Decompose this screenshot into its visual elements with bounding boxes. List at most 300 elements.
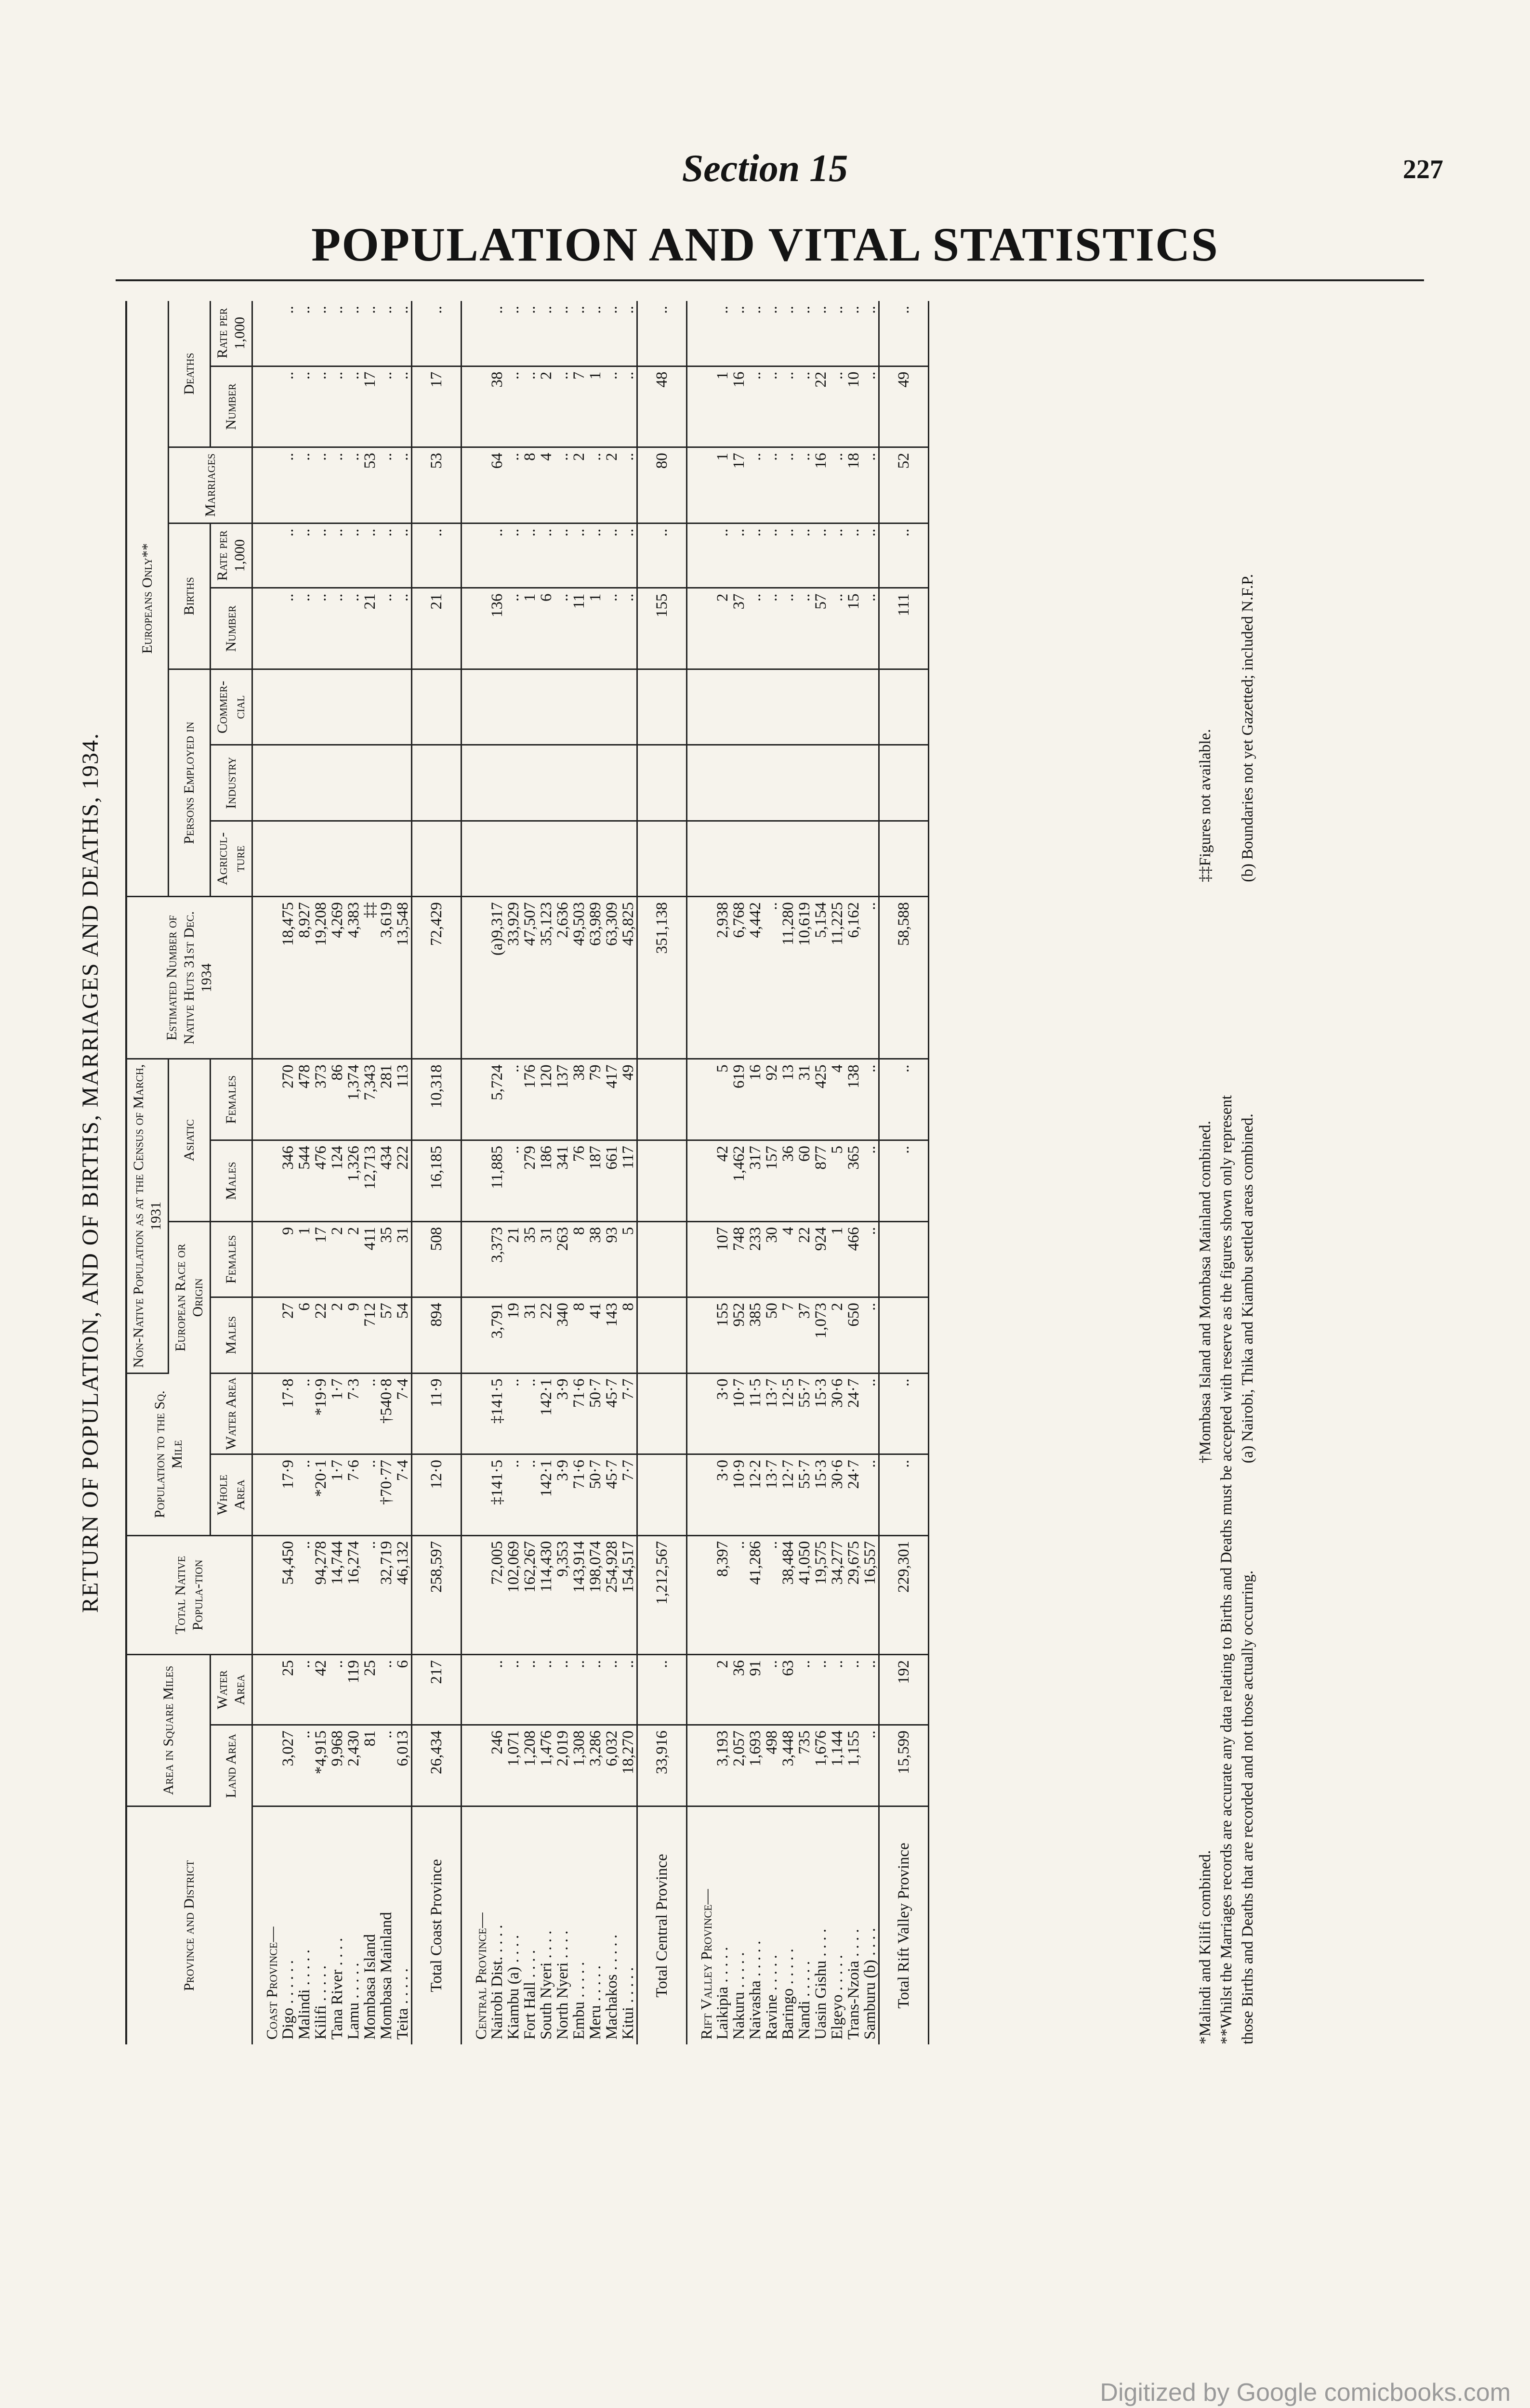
table-cell xyxy=(252,669,280,745)
table-cell: .. xyxy=(412,301,462,366)
table-cell: 33,929 xyxy=(505,897,522,1059)
table-cell: ‡141·5 xyxy=(489,1454,505,1536)
table-cell: .. xyxy=(764,366,780,447)
table-cell xyxy=(412,821,462,896)
table-cell: 14,744 xyxy=(329,1535,345,1654)
table-cell: 365 xyxy=(845,1140,862,1222)
table-cell: ‡141·5 xyxy=(489,1373,505,1454)
district-name: Mombasa Island xyxy=(361,1934,379,2040)
table-cell: 16 xyxy=(747,1059,764,1140)
table-cell: 22 xyxy=(538,1297,554,1373)
table-cell: .. xyxy=(879,301,929,366)
table-cell xyxy=(252,1725,280,1806)
table-cell: .. xyxy=(280,588,296,669)
table-cell xyxy=(489,821,505,896)
table-cell xyxy=(505,669,522,745)
table-cell xyxy=(462,897,489,1059)
table-cell: .. xyxy=(554,1655,571,1725)
table-cell: 748 xyxy=(731,1221,747,1297)
table-cell: .. xyxy=(329,1655,345,1725)
title-rule xyxy=(116,279,1424,281)
table-cell xyxy=(362,745,378,821)
table-cell: 11,885 xyxy=(489,1140,505,1222)
table-cell: .. xyxy=(604,301,620,366)
table-cell xyxy=(637,821,687,896)
table-cell: 76 xyxy=(571,1140,587,1222)
district-name: Trans-Nzoia . . . . xyxy=(845,1929,862,2040)
table-cell: 7 xyxy=(571,366,587,447)
table-cell: 142·1 xyxy=(538,1454,554,1536)
table-cell: 55·7 xyxy=(796,1454,813,1536)
table-cell: .. xyxy=(862,301,879,366)
table-cell xyxy=(687,523,715,588)
footnotes xyxy=(1195,301,1258,2044)
header-european: European Race or Origin xyxy=(169,1221,211,1373)
table-cell: .. xyxy=(620,523,637,588)
table-cell: .. xyxy=(587,301,604,366)
table-cell: .. xyxy=(522,301,538,366)
table-row xyxy=(796,301,813,2044)
table-cell: .. xyxy=(378,447,395,523)
table-cell: .. xyxy=(296,1535,313,1654)
table-cell xyxy=(462,1454,489,1536)
table-cell: 186 xyxy=(538,1140,554,1222)
table-cell xyxy=(687,588,715,669)
table-cell: 30·6 xyxy=(829,1454,845,1536)
table-cell: .. xyxy=(637,523,687,588)
table-cell: 3,373 xyxy=(489,1221,505,1297)
table-cell: 49 xyxy=(620,1059,637,1140)
table-cell: 1 xyxy=(296,1221,313,1297)
table-cell xyxy=(879,745,929,821)
table-cell: 50·7 xyxy=(587,1454,604,1536)
table-cell xyxy=(731,669,747,745)
table-cell: 30 xyxy=(764,1221,780,1297)
table-cell: .. xyxy=(505,588,522,669)
table-cell: 157 xyxy=(764,1140,780,1222)
table-row xyxy=(313,301,329,2044)
table-cell: .. xyxy=(505,1655,522,1725)
table-cell: 476 xyxy=(313,1140,329,1222)
table-row xyxy=(395,301,412,2044)
header-agriculture: Agricul-ture xyxy=(211,821,252,896)
table-cell: .. xyxy=(829,523,845,588)
table-cell xyxy=(329,669,345,745)
header-area: Area in Square Miles xyxy=(126,1655,211,1806)
table-cell: .. xyxy=(829,447,845,523)
table-cell: 36 xyxy=(731,1655,747,1725)
table-row xyxy=(329,301,345,2044)
table-cell: 2 xyxy=(604,447,620,523)
table-cell: 31 xyxy=(522,1297,538,1373)
table-cell: 341 xyxy=(554,1140,571,1222)
table-cell xyxy=(538,745,554,821)
header-deaths-number: Number xyxy=(211,366,252,447)
table-cell: .. xyxy=(571,301,587,366)
table-cell: 8 xyxy=(571,1297,587,1373)
table-cell: 117 xyxy=(620,1140,637,1222)
province-heading-row xyxy=(687,301,715,2044)
table-cell: 3,193 xyxy=(714,1725,731,1806)
table-cell: .. xyxy=(637,301,687,366)
table-cell: .. xyxy=(345,447,362,523)
table-cell xyxy=(637,1059,687,1140)
table-cell: .. xyxy=(395,447,412,523)
table-cell: 6 xyxy=(395,1655,412,1725)
table-cell: 25 xyxy=(280,1655,296,1725)
table-cell: 15·3 xyxy=(813,1373,829,1454)
table-cell: .. xyxy=(329,447,345,523)
table-cell: 3·9 xyxy=(554,1454,571,1536)
table-cell: 137 xyxy=(554,1059,571,1140)
table-cell: 281 xyxy=(378,1059,395,1140)
table-cell xyxy=(714,821,731,896)
table-cell: .. xyxy=(395,523,412,588)
footnote-not-available: ‡‡Figures not available. xyxy=(1197,729,1214,882)
header-total-native: Total Native Popula-tion xyxy=(126,1535,252,1654)
table-cell: 19,575 xyxy=(813,1535,829,1654)
table-cell xyxy=(845,669,862,745)
table-cell: 10·7 xyxy=(731,1373,747,1454)
table-cell: 3·0 xyxy=(714,1454,731,1536)
table-row xyxy=(780,301,796,2044)
table-cell xyxy=(489,669,505,745)
table-cell: .. xyxy=(747,588,764,669)
table-cell: .. xyxy=(747,301,764,366)
table-cell: 8 xyxy=(571,1221,587,1297)
table-cell: 36 xyxy=(780,1140,796,1222)
table-cell: 7·7 xyxy=(620,1373,637,1454)
table-cell: 712 xyxy=(362,1297,378,1373)
table-cell: .. xyxy=(637,1655,687,1725)
table-cell: 58,588 xyxy=(879,897,929,1059)
footnote-births-deaths: those Births and Deaths that are recorded and not those actually occurring. xyxy=(1239,1570,1256,2044)
table-cell: .. xyxy=(764,897,780,1059)
table-cell: 544 xyxy=(296,1140,313,1222)
table-row xyxy=(296,301,313,2044)
total-row xyxy=(412,301,462,2044)
district-name: Kilifi . . . . . xyxy=(312,1965,330,2040)
district-name: Central Province— xyxy=(472,1912,489,2040)
table-cell xyxy=(637,745,687,821)
table-cell: 35 xyxy=(522,1221,538,1297)
table-cell xyxy=(345,669,362,745)
table-cell xyxy=(571,745,587,821)
table-cell: 9,353 xyxy=(554,1535,571,1654)
table-cell: .. xyxy=(620,588,637,669)
table-cell: .. xyxy=(780,447,796,523)
table-row xyxy=(571,301,587,2044)
table-cell: 81 xyxy=(362,1725,378,1806)
table-cell: 41,286 xyxy=(747,1535,764,1654)
table-cell xyxy=(313,669,329,745)
table-cell: 25 xyxy=(362,1655,378,1725)
table-cell xyxy=(829,745,845,821)
table-cell: 63,309 xyxy=(604,897,620,1059)
table-cell: 661 xyxy=(604,1140,620,1222)
table-cell: 16,557 xyxy=(862,1535,879,1654)
table-cell: 41 xyxy=(587,1297,604,1373)
table-cell: 12·5 xyxy=(780,1373,796,1454)
table-cell: .. xyxy=(571,523,587,588)
table-cell: 258,597 xyxy=(412,1535,462,1654)
table-cell: 2,636 xyxy=(554,897,571,1059)
district-name: Rift Valley Province— xyxy=(698,1889,715,2040)
table-cell: .. xyxy=(296,447,313,523)
table-cell: 12·0 xyxy=(412,1454,462,1536)
table-cell: .. xyxy=(505,1373,522,1454)
table-cell xyxy=(687,366,715,447)
table-cell: 22 xyxy=(796,1221,813,1297)
table-cell: 1,676 xyxy=(813,1725,829,1806)
table-cell xyxy=(538,669,554,745)
table-cell: 31 xyxy=(395,1221,412,1297)
table-cell xyxy=(378,745,395,821)
table-cell xyxy=(462,745,489,821)
table-cell: 22 xyxy=(813,366,829,447)
table-cell xyxy=(862,669,879,745)
table-cell: 124 xyxy=(329,1140,345,1222)
table-cell xyxy=(637,1373,687,1454)
table-cell: .. xyxy=(378,1725,395,1806)
table-cell: 8,397 xyxy=(714,1535,731,1654)
table-cell: 57 xyxy=(378,1297,395,1373)
table-cell: 4 xyxy=(829,1059,845,1140)
table-cell: 15 xyxy=(845,588,862,669)
table-cell xyxy=(296,745,313,821)
table-cell: 279 xyxy=(522,1140,538,1222)
table-cell: .. xyxy=(604,366,620,447)
table-cell: 47,507 xyxy=(522,897,538,1059)
table-cell: 6,013 xyxy=(395,1725,412,1806)
table-cell: 71·6 xyxy=(571,1454,587,1536)
table-cell: †70·77 xyxy=(378,1454,395,1536)
table-cell: 7·4 xyxy=(395,1373,412,1454)
table-cell: .. xyxy=(813,1655,829,1725)
table-cell xyxy=(313,821,329,896)
table-cell: 10,619 xyxy=(796,897,813,1059)
table-row xyxy=(489,301,505,2044)
header-births-rate: Rate per 1,000 xyxy=(211,523,252,588)
district-name: Embu . . . . . xyxy=(570,1962,588,2040)
table-cell: .. xyxy=(620,301,637,366)
table-cell: 86 xyxy=(329,1059,345,1140)
table-cell xyxy=(813,821,829,896)
table-cell xyxy=(879,1221,929,1297)
table-cell: 42 xyxy=(714,1140,731,1222)
table-cell: 29,675 xyxy=(845,1535,862,1654)
table-cell: .. xyxy=(362,1535,378,1654)
table-cell xyxy=(329,821,345,896)
table-cell: 4 xyxy=(780,1221,796,1297)
table-cell: 4,442 xyxy=(747,897,764,1059)
table-cell: 57 xyxy=(813,588,829,669)
table-cell: .. xyxy=(505,1140,522,1222)
table-cell: 111 xyxy=(879,588,929,669)
table-cell: 45·7 xyxy=(604,1454,620,1536)
table-cell: 27 xyxy=(280,1297,296,1373)
table-cell xyxy=(687,301,715,366)
table-cell: 17 xyxy=(731,447,747,523)
table-cell xyxy=(252,1454,280,1536)
table-cell xyxy=(764,821,780,896)
table-cell: 24·7 xyxy=(845,1373,862,1454)
table-cell xyxy=(362,821,378,896)
table-cell: 229,301 xyxy=(879,1535,929,1654)
footnote-boundaries: (b) Boundaries not yet Gazetted; included N.F.P. xyxy=(1239,574,1256,882)
province-heading-row xyxy=(462,301,489,2044)
table-cell: 3·9 xyxy=(554,1373,571,1454)
table-cell xyxy=(412,745,462,821)
table-cell xyxy=(687,669,715,745)
table-cell xyxy=(462,669,489,745)
table-cell: 650 xyxy=(845,1297,862,1373)
table-row xyxy=(587,301,604,2044)
table-cell: 38 xyxy=(571,1059,587,1140)
table-cell xyxy=(637,1297,687,1373)
header-deaths-rate: Rate per 1,000 xyxy=(211,301,252,366)
table-cell: .. xyxy=(747,447,764,523)
table-cell: .. xyxy=(764,447,780,523)
table-cell xyxy=(687,1140,715,1222)
district-name: Fort Hall . . . . xyxy=(521,1950,539,2040)
footnote-nairobi: (a) Nairobi, Thika and Kiambu settled areas combined. xyxy=(1239,1113,1256,1464)
header-whole-area: Whole Area xyxy=(211,1454,252,1536)
district-name: North Nyeri . . . . xyxy=(554,1930,571,2040)
table-cell: .. xyxy=(280,301,296,366)
table-row xyxy=(813,301,829,2044)
table-cell xyxy=(489,745,505,821)
table-cell xyxy=(747,669,764,745)
table-cell: 1,462 xyxy=(731,1140,747,1222)
table-cell: .. xyxy=(862,897,879,1059)
table-row xyxy=(731,301,747,2044)
table-cell: 11,280 xyxy=(780,897,796,1059)
table-cell xyxy=(687,1297,715,1373)
table-cell: .. xyxy=(522,1373,538,1454)
section-title: Section 15 xyxy=(682,147,848,190)
district-name: Teita . . . . . xyxy=(394,1968,411,2040)
table-cell: 15,599 xyxy=(879,1725,929,1806)
table-cell: 254,928 xyxy=(604,1535,620,1654)
table-cell: 176 xyxy=(522,1059,538,1140)
table-cell: 154,517 xyxy=(620,1535,637,1654)
table-cell: .. xyxy=(747,366,764,447)
table-cell: .. xyxy=(845,523,862,588)
district-name: Total Central Province xyxy=(637,1806,687,2044)
total-row xyxy=(637,301,687,2044)
table-cell: .. xyxy=(522,1655,538,1725)
table-cell: .. xyxy=(731,301,747,366)
table-cell: 2 xyxy=(329,1221,345,1297)
table-cell: .. xyxy=(796,366,813,447)
table-cell: .. xyxy=(764,588,780,669)
table-cell: 1 xyxy=(829,1221,845,1297)
table-cell xyxy=(462,447,489,523)
table-cell: .. xyxy=(796,1655,813,1725)
district-name: Uasin Gishu . . . . xyxy=(812,1928,830,2040)
district-name: Nairobi Dist. . . . . xyxy=(488,1924,506,2040)
table-cell: 17 xyxy=(412,366,462,447)
table-cell: .. xyxy=(796,588,813,669)
table-cell: .. xyxy=(505,301,522,366)
table-cell: 18,475 xyxy=(280,897,296,1059)
table-cell: .. xyxy=(813,301,829,366)
table-cell: 7·6 xyxy=(345,1454,362,1536)
table-cell: .. xyxy=(538,1655,554,1725)
table-cell xyxy=(462,1535,489,1654)
table-cell: 4 xyxy=(538,447,554,523)
table-cell: 3,791 xyxy=(489,1297,505,1373)
table-cell: 7·4 xyxy=(395,1454,412,1536)
table-cell xyxy=(637,1221,687,1297)
table-cell xyxy=(252,301,280,366)
table-cell: 16 xyxy=(731,366,747,447)
table-cell xyxy=(637,669,687,745)
table-cell: 2 xyxy=(714,588,731,669)
table-cell: 3,027 xyxy=(280,1725,296,1806)
table-cell: .. xyxy=(780,588,796,669)
table-cell: 10 xyxy=(845,366,862,447)
table-cell xyxy=(687,1655,715,1725)
table-cell xyxy=(395,745,412,821)
table-cell: .. xyxy=(378,588,395,669)
table-cell: 11·9 xyxy=(412,1373,462,1454)
table-cell: .. xyxy=(280,447,296,523)
table-cell: 6 xyxy=(538,588,554,669)
table-cell: .. xyxy=(345,301,362,366)
table-cell: .. xyxy=(780,523,796,588)
table-cell xyxy=(687,745,715,821)
table-cell: 425 xyxy=(813,1059,829,1140)
table-cell: .. xyxy=(522,366,538,447)
table-cell: 478 xyxy=(296,1059,313,1140)
header-commercial: Commer-cial xyxy=(211,669,252,745)
table-cell xyxy=(687,1373,715,1454)
table-cell: .. xyxy=(345,588,362,669)
table-cell: 11 xyxy=(571,588,587,669)
table-cell xyxy=(252,1373,280,1454)
table-cell: .. xyxy=(862,523,879,588)
table-cell xyxy=(879,821,929,896)
district-name: Total Rift Valley Province xyxy=(879,1806,929,2044)
table-cell xyxy=(731,745,747,821)
table-cell xyxy=(252,1140,280,1222)
table-cell xyxy=(462,1221,489,1297)
table-cell: .. xyxy=(538,301,554,366)
table-cell: 5,154 xyxy=(813,897,829,1059)
header-persons-employed: Persons Employed in xyxy=(169,669,211,897)
table-cell: .. xyxy=(879,1454,929,1536)
table-cell: 198,074 xyxy=(587,1535,604,1654)
table-cell: 952 xyxy=(731,1297,747,1373)
header-births: Births xyxy=(169,523,211,669)
table-cell: 9,968 xyxy=(329,1725,345,1806)
table-cell: .. xyxy=(296,1655,313,1725)
table-cell: 8 xyxy=(522,447,538,523)
table-cell: .. xyxy=(862,588,879,669)
table-cell: 63 xyxy=(780,1655,796,1725)
table-cell: 21 xyxy=(505,1221,522,1297)
table-cell xyxy=(764,745,780,821)
table-body xyxy=(252,301,929,2044)
total-row xyxy=(879,301,929,2044)
table-cell: 735 xyxy=(796,1725,813,1806)
district-name: Coast Province— xyxy=(263,1926,280,2040)
header-industry: Industry xyxy=(211,745,252,821)
table-cell: .. xyxy=(879,523,929,588)
table-cell xyxy=(845,745,862,821)
